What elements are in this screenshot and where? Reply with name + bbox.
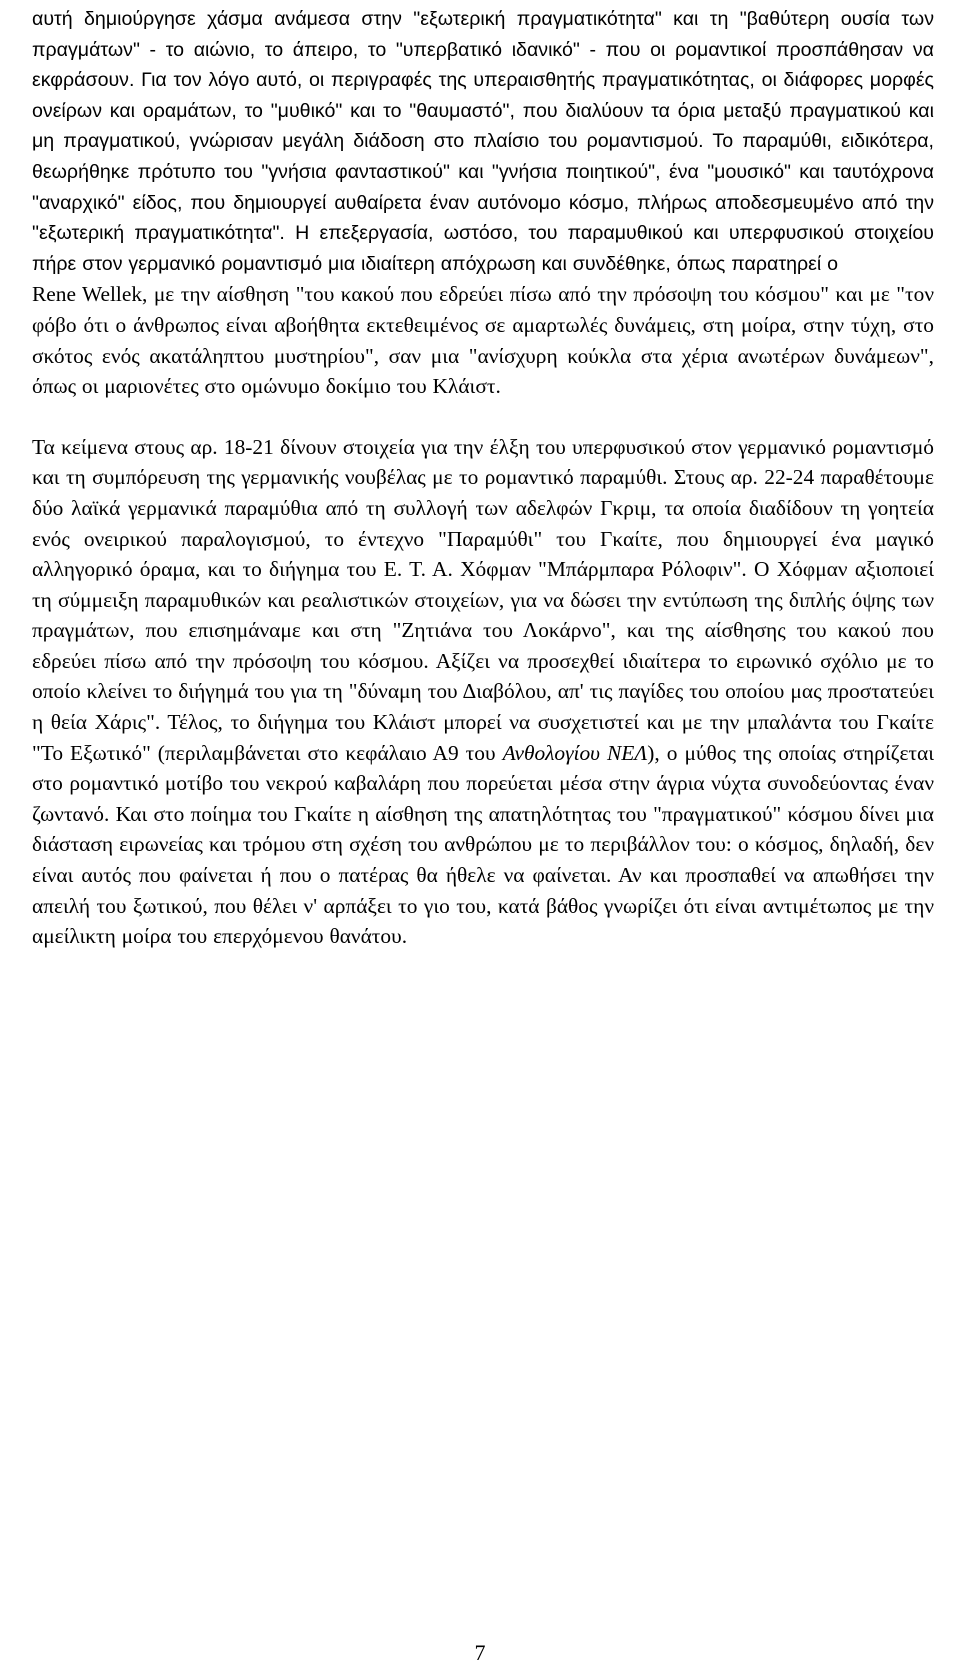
page-number: 7	[474, 1640, 486, 1665]
document-page	[32, 4, 934, 952]
paragraph-2	[32, 432, 934, 952]
paragraph-2-text-end: ), ο μύθος της οποίας στηρίζεται στο ρομαντικό μοτίβο του νεκρού καβαλάρη που πορεύεται μέσα στην άγρια νύχτα συνοδεύοντας έναν ζωντανό. Και στο ποίημα του Γκαίτε η αίσθηση της απατηλότητας του "πραγματικού" κόσμου δίνει μια διάσταση ειρωνείας και τρόμου στη σχέση του ανθρώπου με το περιβάλλον του: ο κόσμος, δηλαδή, δεν είναι αυτός που φαίνεται ή που ο πατέρας θα ήθελε να φαίνεται. Αν και προσπαθεί να απωθήσει την απειλή του ξωτικού, που θέλει ν' αρπάξει το γιο του, κατά βάθος γνωρίζει ότι είναι αντιμέτωπος με την αμείλικτη μοίρα του επερχόμενου θανάτου.	[32, 740, 934, 949]
anthology-title-italic: Ανθολογίου ΝΕΛ	[502, 740, 648, 765]
paragraph-1-text-sans: αυτή δημιούργησε χάσμα ανάμεσα στην "εξωτερική πραγματικότητα" και τη "βαθύτερη ουσία των πραγμάτων" - το αιώνιο, το άπειρο, το "υπερβατικό ιδανικό" - που οι ρομαντικοί προσπάθησαν να εκφράσουν. Για τον λόγο αυτό, οι περιγραφές της υπεραισθητής πραγματικότητας, οι διάφορες μορφές ονείρων και οραμάτων, το "μυθικό" και το "θαυμαστό", που διαλύουν τα όρια μεταξύ πραγματικού και μη πραγματικού, γνώρισαν μεγάλη διάδοση στο πλαίσιο του ρομαντισμού. Το παραμύθι, ειδικότερα, θεωρήθηκε πρότυπο του "γνήσια φανταστικού" και "γνήσια ποιητικού", ένα "μουσικό" και ταυτόχρονα "αναρχικό" είδος, που δημιουργεί αυθαίρετα έναν αυτόνομο κόσμο, πλήρως αποδεσμευμένο από την "εξωτερική πραγματικότητα". Η επεξεργασία, ωστόσο, του παραμυθικού και υπερφυσικού στοιχείου πήρε στον γερμανικό ρομαντισμό μια ιδιαίτερη απόχρωση και συνδέθηκε, όπως παρατηρεί ο	[32, 8, 934, 275]
paragraph-gap	[32, 402, 934, 432]
paragraph-1-sans	[32, 4, 934, 279]
paragraph-2-text-start: Τα κείμενα στους αρ. 18-21 δίνουν στοιχεία για την έλξη του υπερφυσικού στον γερμανικό ρομαντισμό και τη συμπόρευση της γερμανικής νουβέλας με το ρομαντικό παραμύθι. Στους αρ. 22-24 παραθέτουμε δύο λαϊκά γερμανικά παραμύθια από τη συλλογή των αδελφών Γκριμ, τα οποία διαδίδουν τη γοητεία ενός ονειρικού παραλογισμού, το έντεχνο "Παραμύθι" του Γκαίτε, που δημιουργεί ένα μαγικό αλληγορικό όραμα, και το διήγημα του Ε. Τ. Α. Χόφμαν "Μπάρμπαρα Ρόλοφιν". Ο Χόφμαν αξιοποιεί τη σύμμειξη παραμυθικών και ρεαλιστικών στοιχείων, για να δώσει την εντύπωση της διπλής όψης των πραγμάτων, που επισημάναμε και στη "Ζητιάνα του Λοκάρνο", και της αίσθησης του κακού που εδρεύει πίσω από την πρόσοψη του κόσμου. Αξίζει να προσεχθεί ιδιαίτερα το ειρωνικό σχόλιο με το οποίο κλείνει το διήγημά του για τη "δύναμη του Διαβόλου, απ' τις παγίδες του οποίου μας προστατεύει η θεία Χάρις". Τέλος, το διήγημα του Κλάιστ μπορεί να συσχετιστεί και με την μπαλάντα του Γκαίτε "Το Εξωτικό" (περιλαμβάνεται στο κεφάλαιο Α9 του	[32, 434, 934, 765]
paragraph-1-text-serif: Rene Wellek, με την αίσθηση "του κακού που εδρεύει πίσω από την πρόσοψη του κόσμου" και με "τον φόβο ότι ο άνθρωπος είναι αβοήθητα εκτεθειμένος σε αμαρτωλές δυνάμεις, στη μοίρα, στην τύχη, στο σκότος ενός ακατάληπτου μυστηρίου", σαν μια "ανίσχυρη κούκλα στα χέρια ανωτέρων δυνάμεων", όπως οι μαριονέτες στο ομώνυμο δοκίμιο του Κλάιστ.	[32, 282, 934, 399]
paragraph-1-serif	[32, 279, 934, 401]
